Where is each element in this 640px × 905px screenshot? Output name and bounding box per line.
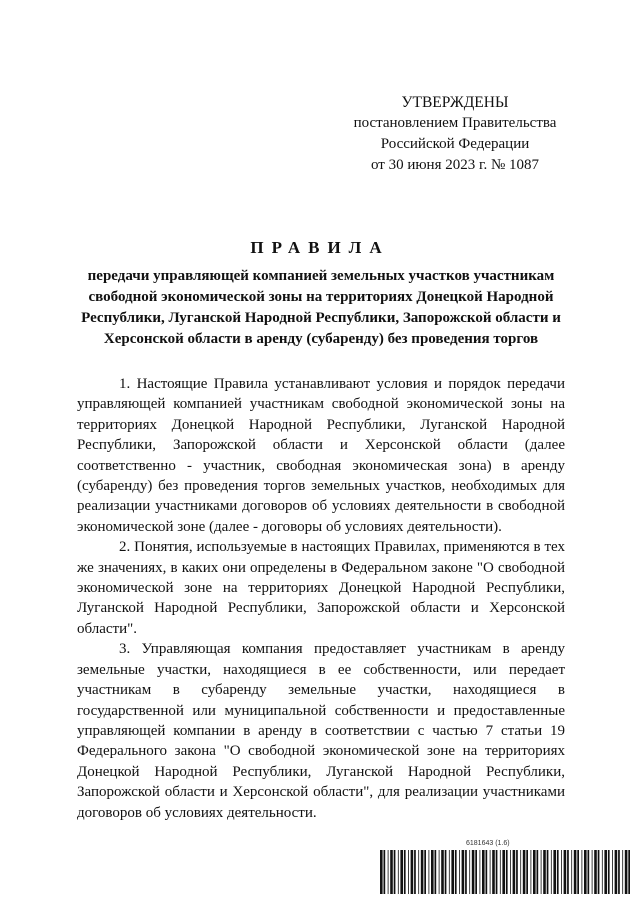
paragraph-3: 3. Управляющая компания предоставляет участникам в аренду земельные участки, находящиеся в ее собственности, или передает участникам в субаренду земельные участки, находящиеся в государственной или муниципальной собственности и предоставленные управляющей компании в аренду в соответствии с частью 7 статьи 19 Федерального закона "О свободной экономической зоне на территориях Донецкой Народной Республики, Луганской Народной Республики, Запорожской области и Херсонской области", для реализации участниками договоров об условиях деятельности. (77, 641, 565, 821)
document-subtitle: передачи управляющей компанией земельных участков участникам свободной экономической зоны на территориях Донецкой Народной Республики, Луганской Народной Республики, Запорожской области и Херсонской области в аренду (субаренду) без проведения торгов (81, 268, 561, 347)
barcode-number: 6181643 (1.6) (466, 840, 510, 847)
paragraph-1: 1. Настоящие Правила устанавливают условия и порядок передачи управляющей компанией участникам свободной экономической зоны на территориях Донецкой Народной Республики, Луганской Народной Республики, Запорожской области и Херсонской области (далее соответственно - участник, свободная экономическая зона) в аренду (субаренду) без проведения торгов земельных участков, необходимых для реализации участниками договоров об условиях деятельности в свободной экономической зоне (далее - договоры об условиях деятельности). (77, 376, 565, 535)
document-title: ПРАВИЛА (250, 238, 390, 257)
approval-line-decree: постановлением Правительства (353, 115, 557, 131)
document-body (77, 374, 565, 823)
paragraph-2: 2. Понятия, используемые в настоящих Правилах, применяются в тех же значениях, в каких они определены в Федеральном законе "О свободной экономической зоне на территориях Донецкой Народной Республики, Луганской Народной Республики, Запорожской области и Херсонской области". (77, 539, 565, 637)
approval-line-government: Российской Федерации (380, 136, 530, 152)
approval-stamp (340, 92, 570, 176)
approval-heading: УТВЕРЖДЕНЫ (401, 94, 509, 111)
barcode-block (380, 840, 632, 896)
approval-line-date: от 30 июня 2023 г. № 1087 (370, 157, 540, 173)
barcode-icon (380, 850, 632, 894)
